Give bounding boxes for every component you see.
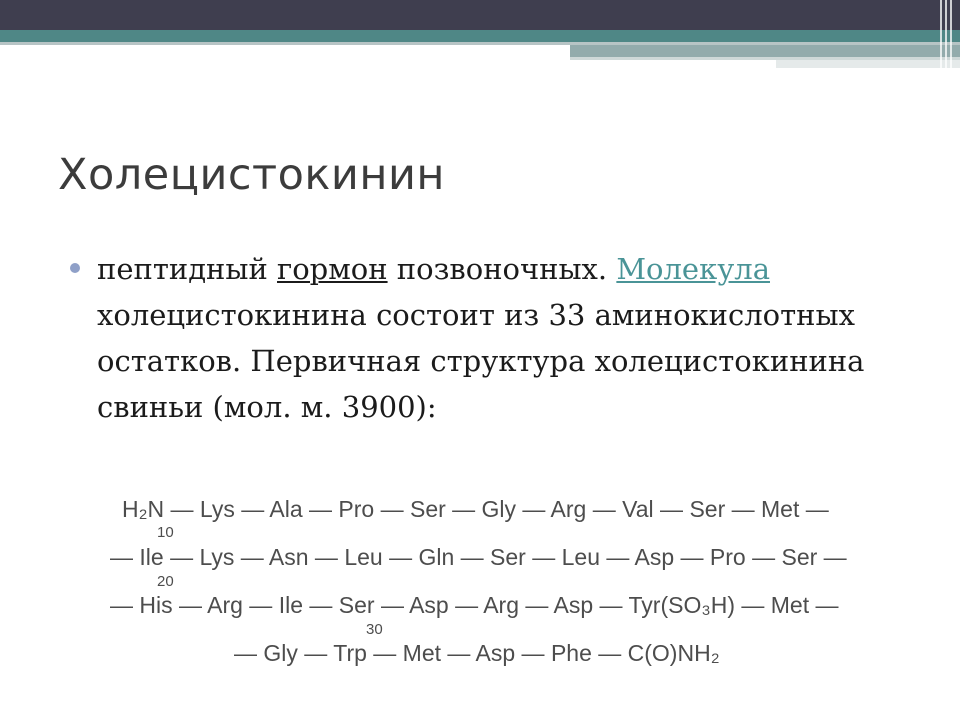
header-band-dark xyxy=(0,0,960,30)
bullet-icon xyxy=(70,263,80,273)
body-text-part-1: пептидный xyxy=(97,252,278,286)
position-30-label: 30 xyxy=(366,621,383,638)
body-text-part-2: позвоночных. xyxy=(387,252,617,286)
molecule-link[interactable]: Молекула xyxy=(616,252,770,286)
sequence-line-2: — Ile — Lys — Asn — Leu — Gln — Ser — Leu — Asp — Pro — Ser — xyxy=(110,544,847,570)
bullet-text xyxy=(97,246,897,430)
hormone-link[interactable]: гормон xyxy=(277,252,388,286)
sequence-line-4: — Gly — Trp — Met — Asp — Phe — C(O)NH₂ xyxy=(234,640,720,666)
body-text-part-3: холецистокинина состоит из 33 аминокислотных остатков. Первичная структура холецистокинина свиньи (мол. м. 3900): xyxy=(97,298,865,424)
slide-title: Холецистокинин xyxy=(58,150,446,200)
peptide-sequence-figure xyxy=(110,488,910,688)
header-accent-strip xyxy=(776,60,960,68)
position-20-label: 20 xyxy=(157,573,174,590)
position-10-label: 10 xyxy=(157,524,174,541)
sequence-line-3: — His — Arg — Ile — Ser — Asp — Arg — Asp — Tyr(SO₃H) — Met — xyxy=(110,592,839,618)
header-accent-band xyxy=(570,45,960,57)
header-vertical-lines xyxy=(940,0,954,68)
header-band-teal xyxy=(0,30,960,42)
sequence-line-1: H₂N — Lys — Ala — Pro — Ser — Gly — Arg — Val — Ser — Met — xyxy=(122,496,829,522)
